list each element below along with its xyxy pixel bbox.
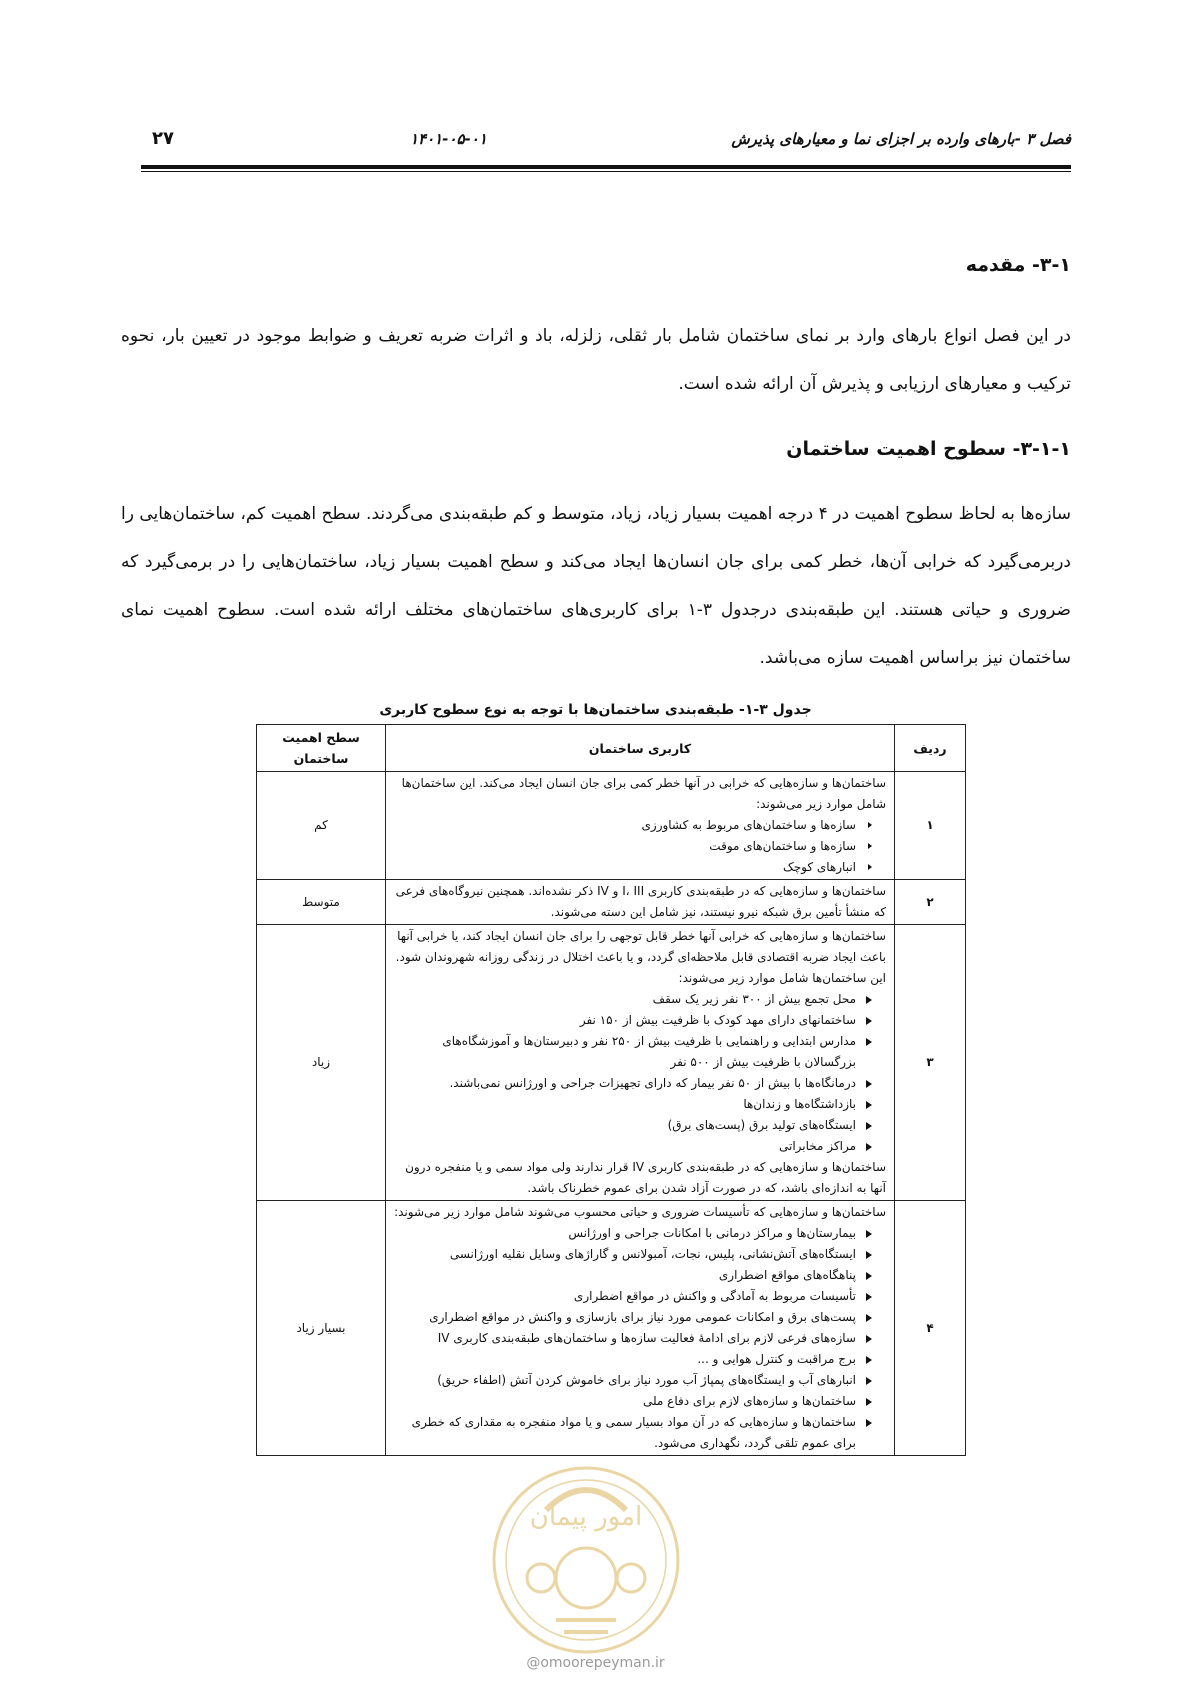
- table-header-row: [257, 725, 966, 772]
- list-item: ساختمان‌ها و سازه‌هایی که در آن مواد بسیار سمی و یا مواد منفجره به مقداری که خطری برای عموم تلقی گردد، نگهداری می‌شود.: [394, 1412, 874, 1454]
- row-use-cell: [386, 880, 895, 925]
- table-row: [257, 772, 966, 880]
- table-caption: جدول ۳-۱- طبقه‌بندی ساختمان‌ها با توجه به نوع سطوح کاربری: [379, 702, 812, 718]
- header-building-use: کاربری ساختمان: [386, 725, 895, 772]
- header-importance-level: سطح اهمیت ساختمان: [257, 725, 386, 772]
- section-paragraph-intro: در این فصل انواع بارهای وارد بر نمای ساختمان شامل بار ثقلی، زلزله، باد و اثرات ضربه تعریف و ضوابط موجود در تعیین بار، نحوه ترکیب و معیارهای ارزیابی و پذیرش آن ارائه شده است.: [121, 326, 1071, 394]
- header-row-number: ردیف: [895, 725, 966, 772]
- watermark-logo-text: امور پیمان: [529, 1502, 643, 1532]
- row-level: کم: [257, 772, 386, 880]
- list-item: ایستگاه‌های تولید برق (پست‌های برق): [394, 1115, 874, 1136]
- header-rule-thin: [141, 171, 1071, 172]
- header-rule-thick: [141, 165, 1071, 169]
- page-number: ۲۷: [152, 128, 174, 149]
- list-item: برج مراقبت و کنترل هوایی و ...: [394, 1349, 874, 1370]
- header-date: ۱۴۰۱-۰۵-۰۱: [410, 130, 487, 148]
- section-heading-intro: ۳-۱- مقدمه: [965, 254, 1071, 276]
- list-item: انبارهای کوچک: [394, 857, 874, 878]
- row-level: زیاد: [257, 925, 386, 1201]
- row-use-cell: [386, 925, 895, 1201]
- row-bullet-list: [394, 815, 886, 878]
- row-intro: ساختمان‌ها و سازه‌هایی که خرابی آنها خطر قابل توجهی را برای جان انسان ایجاد کند، یا خرابی آنها باعث ایجاد ضربه اقتصادی قابل ملاحظه‌ای گردد، و یا باعث اختلال در زندگی روزانه شهروندان شود. این ساختمان‌ها شامل موارد زیر می‌شوند:: [395, 929, 886, 985]
- row-bullet-list: [394, 1223, 886, 1454]
- list-item: پست‌های برق و امکانات عمومی مورد نیاز برای بازسازی و واکنش در مواقع اضطراری: [394, 1307, 874, 1328]
- list-item: مراکز مخابراتی: [394, 1136, 874, 1157]
- row-intro: ساختمان‌ها و سازه‌هایی که خرابی در آنها خطر کمی برای جان انسان ایجاد می‌کند. این ساختمان‌ها شامل موارد زیر می‌شوند:: [401, 776, 886, 811]
- list-item: ایستگاه‌های آتش‌نشانی، پلیس، نجات، آمبولانس و گاراژهای وسایل نقلیه اورژانسی: [394, 1244, 874, 1265]
- row-bullet-list: [394, 989, 886, 1157]
- importance-table: [256, 724, 966, 1456]
- list-item: سازه‌ها و ساختمان‌های موقت: [394, 836, 874, 857]
- header-chapter-title: فصل ۳ -بارهای وارده بر اجزای نما و معیارهای پذیرش: [731, 130, 1071, 148]
- table-row: [257, 1201, 966, 1456]
- list-item: بیمارستان‌ها و مراکز درمانی با امکانات جراحی و اورژانس: [394, 1223, 874, 1244]
- list-item: ساختمان‌ها و سازه‌های لازم برای دفاع ملی: [394, 1391, 874, 1412]
- row-number: ۲: [895, 880, 966, 925]
- row-intro: ساختمان‌ها و سازه‌هایی که در طبقه‌بندی کاربری I، III و IV ذکر نشده‌اند. همچنین نیروگاه‌های فرعی که منشأ تأمین برق شبکه نیرو نیستند، نیز شامل این دسته می‌شوند.: [395, 884, 886, 919]
- row-outro: ساختمان‌ها و سازه‌هایی که در طبقه‌بندی کاربری IV قرار ندارند ولی مواد سمی و یا منفجره درون آنها به اندازه‌ای باشد، که در صورت آزاد شدن برای عموم خطرناک باشد.: [405, 1160, 886, 1195]
- table-row: [257, 925, 966, 1201]
- table-row: [257, 880, 966, 925]
- list-item: درمانگاه‌ها با بیش از ۵۰ نفر بیمار که دارای تجهیزات جراحی و اورژانس نمی‌باشند.: [394, 1073, 874, 1094]
- list-item: پناهگاه‌های مواقع اضطراری: [394, 1265, 874, 1286]
- row-use-cell: [386, 772, 895, 880]
- row-use-cell: [386, 1201, 895, 1456]
- section-heading-importance: ۳-۱-۱- سطوح اهمیت ساختمان: [786, 438, 1071, 460]
- list-item: محل تجمع بیش از ۳۰۰ نفر زیر یک سقف: [394, 989, 874, 1010]
- list-item: ساختمانهای دارای مهد کودک با ظرفیت بیش از ۱۵۰ نفر: [394, 1010, 874, 1031]
- row-level: بسیار زیاد: [257, 1201, 386, 1456]
- list-item: مدارس ابتدایی و راهنمایی با ظرفیت بیش از ۲۵۰ نفر و دبیرستان‌ها و آموزشگاه‌های بزرگسالان با ظرفیت بیش از ۵۰۰ نفر: [394, 1031, 874, 1073]
- row-number: ۳: [895, 925, 966, 1201]
- list-item: سازه‌ها و ساختمان‌های مربوط به کشاورزی: [394, 815, 874, 836]
- row-level: متوسط: [257, 880, 386, 925]
- list-item: تأسیسات مربوط به آمادگی و واکنش در مواقع اضطراری: [394, 1286, 874, 1307]
- watermark-site: @omoorepeyman.ir: [526, 1655, 665, 1671]
- list-item: انبارهای آب و ایستگاه‌های پمپاژ آب مورد نیاز برای خاموش کردن آتش (اطفاء حریق): [394, 1370, 874, 1391]
- watermark-logo-icon: [486, 1460, 686, 1660]
- row-intro: ساختمان‌ها و سازه‌هایی که تأسیسات ضروری و حیاتی محسوب می‌شوند شامل موارد زیر می‌شوند:: [394, 1205, 886, 1219]
- row-number: ۴: [895, 1201, 966, 1456]
- list-item: بازداشتگاه‌ها و زندان‌ها: [394, 1094, 874, 1115]
- section-paragraph-importance: سازه‌ها به لحاظ سطوح اهمیت در ۴ درجه اهمیت بسیار زیاد، زیاد، متوسط و کم طبقه‌بندی می‌گردند. سطح اهمیت کم، ساختمان‌هایی را دربرمی‌گیرد که خرابی آن‌ها، خطر کمی برای جان انسان‌ها ایجاد می‌کند و سطح اهمیت بسیار زیاد، ساختمان‌هایی را در برمی‌گیرد که ضروری و حیاتی هستند. این طبقه‌بندی درجدول ۳-۱ برای کاربری‌های ساختمان‌های مختلف ارائه شده است. سطوح اهمیت نمای ساختمان نیز براساس اهمیت سازه می‌باشد.: [121, 504, 1072, 668]
- list-item: سازه‌های فرعی لازم برای ادامهٔ فعالیت سازه‌ها و ساختمان‌های طبقه‌بندی کاربری IV: [394, 1328, 874, 1349]
- row-number: ۱: [895, 772, 966, 880]
